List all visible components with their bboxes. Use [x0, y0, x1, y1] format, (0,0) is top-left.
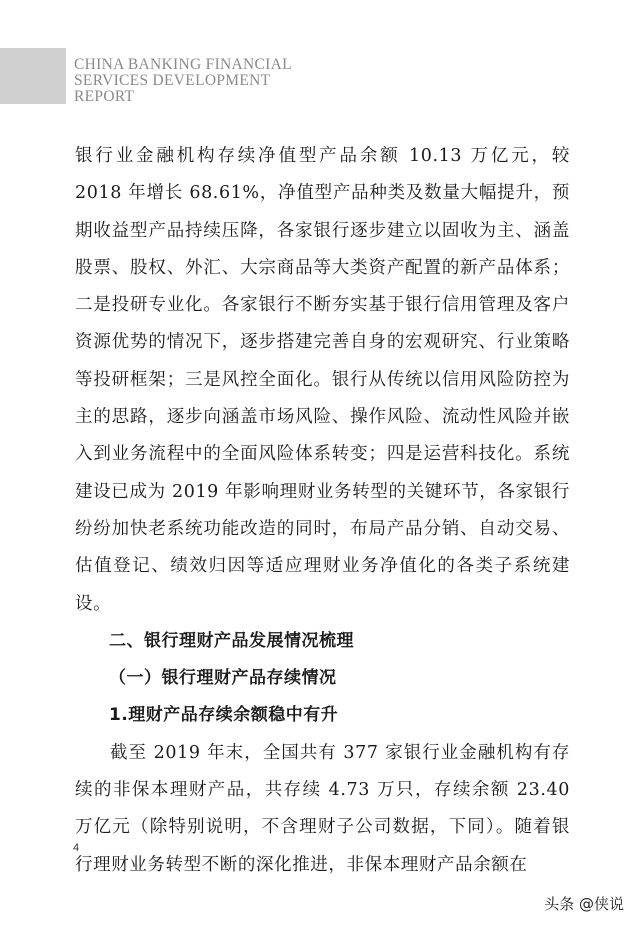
header-gray-block: [0, 48, 66, 104]
source-watermark: 头条 @侠说: [544, 895, 624, 913]
section-heading: 二、银行理财产品发展情况梳理: [109, 630, 354, 651]
paragraph-continued: 银行业金融机构存续净值型产品余额 10.13 万亿元，较 2018 年增长 68.61%，净值型产品种类及数量大幅提升，预期收益型产品持续压降，各家银行逐步建立以固收为主、涵盖股票、股权、外汇、大宗商品等大类资产配置的新产品体系；二是投研专业化。各家银行不断夯实基于银行信用管理及客户资源优势的情况下，逐步搭建完善自身的宏观研究、行业策略等投研框架；三是风控全面化。银行从传统以信用风险防控为主的思路，逐步向涵盖市场风险、操作风险、流动性风险并嵌入到业务流程中的全面风险体系转变；四是运营科技化。系统建设已成为 2019 年影响理财业务转型的关键环节，各家银行纷纷加快老系统功能改造的同时，布局产品分销、自动交易、估值登记、绩效归因等适应理财业务净值化的各类子系统建设。: [75, 146, 570, 614]
report-series-title-line-2: SERVICES DEVELOPMENT: [74, 72, 271, 89]
subsection-heading: （一）银行理财产品存续情况: [109, 668, 337, 689]
page-number: 4: [73, 842, 80, 854]
report-series-title: [74, 57, 292, 105]
report-series-title-line-3: REPORT: [74, 88, 135, 105]
sub-subsection-heading: 1.理财产品存续余额稳中有升: [109, 705, 339, 726]
report-series-title-line-1: CHINA BANKING FINANCIAL: [74, 56, 292, 73]
paragraph-balance: 截至 2019 年末，全国共有 377 家银行业金融机构有存续的非保本理财产品，共存续 4.73 万只，存续余额 23.40 万亿元（除特别说明，不含理财子公司数据，下同）。随着银行理财业务转型不断的深化推进，非保本理财产品余额在: [75, 742, 570, 875]
page-body: [75, 138, 570, 884]
